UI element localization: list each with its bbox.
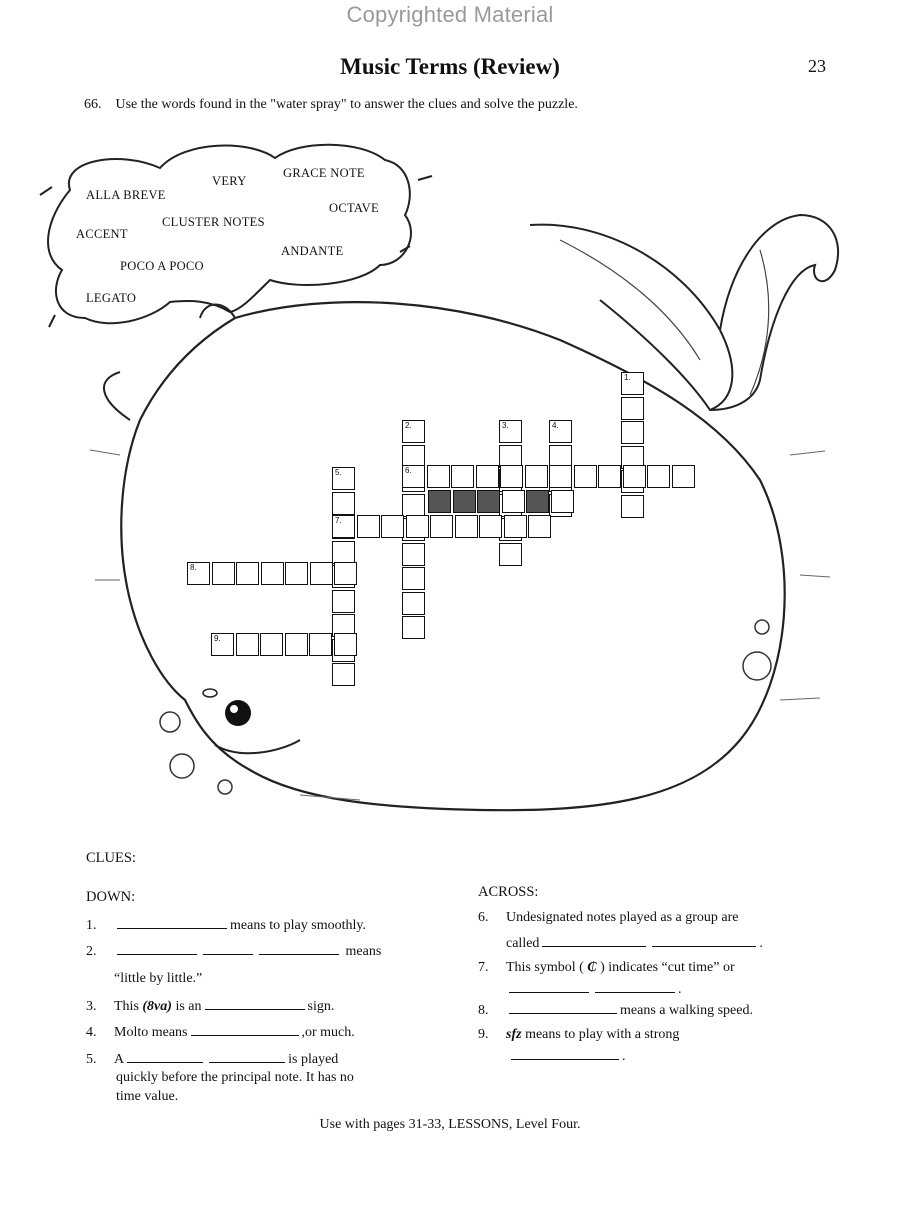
crossword-cell[interactable] [402,567,425,590]
cell-number: 6. [405,466,412,475]
across-heading: ACROSS: [478,884,539,900]
crossword-cell[interactable] [357,515,380,538]
spray-word-andante: ANDANTE [281,244,344,258]
cell-number: 4. [552,421,559,430]
down-clue-5-cont: quickly before the principal note. It has no [116,1070,354,1085]
clue-text: . [678,982,682,997]
clue-number: 6. [478,910,489,925]
cell-number: 2. [405,421,412,430]
clue-number: 8. [478,1003,489,1018]
copyright-watermark: Copyrighted Material [346,2,554,27]
whale-mouth [215,740,300,753]
crossword-cell[interactable] [332,590,355,613]
clue-text: is played [288,1052,339,1067]
down-clue-2 [86,942,381,961]
crossword-cell[interactable] [334,633,357,656]
clue-number: 9. [478,1027,489,1042]
crossword-cell[interactable] [551,490,574,513]
clue-text: means a walking speed. [620,1003,753,1018]
instruction-number: 66. [84,97,102,112]
crossword-cell[interactable] [621,397,644,420]
clue-text: means to play with a strong [525,1027,680,1042]
clue-text: A [114,1052,125,1067]
crossword-cell[interactable] [430,515,453,538]
crossword-cell[interactable] [402,543,425,566]
crossword-cell[interactable] [332,467,355,490]
down-clue-2-cont: “little by little.” [114,971,203,986]
crossword-cell[interactable] [621,421,644,444]
clue-text: means [345,944,382,959]
down-clue-4 [86,1023,355,1042]
down-clue-1 [86,916,366,935]
clue-text: called [506,936,540,951]
down-heading: DOWN: [86,889,136,905]
instruction-text: Use the words found in the "water spray" to answer the clues and solve the puzzle. [115,97,578,112]
clue-number: 3. [86,999,97,1014]
crossword-cell[interactable] [504,515,527,538]
page-number: 23 [808,56,826,76]
whale-eye [225,700,251,726]
clue-text: sign. [307,999,335,1014]
clue-text: . [622,1049,626,1064]
crossword-cell[interactable] [402,420,425,443]
crossword-cell[interactable] [332,515,355,538]
crossword-cell[interactable] [476,465,499,488]
crossword-cell[interactable] [236,633,259,656]
crossword-cell[interactable] [621,495,644,518]
clue-text: ,or much. [301,1025,355,1040]
crossword-cell[interactable] [455,515,478,538]
crossword-cell[interactable] [451,465,474,488]
crossword-cell[interactable] [285,562,308,585]
crossword-cell[interactable] [598,465,621,488]
clue-number: 7. [478,960,489,975]
spray-word-very: VERY [212,174,247,188]
crossword-cell[interactable] [332,541,355,564]
crossword-cell[interactable] [427,465,450,488]
crossword-cell[interactable] [261,562,284,585]
crossword-cell[interactable] [334,562,357,585]
across-clue-9 [478,1026,679,1044]
crossword-cell[interactable] [309,633,332,656]
crossword-cell[interactable] [499,420,522,443]
crossword-cell[interactable] [402,494,425,517]
crossword-cell[interactable] [528,515,551,538]
crossword-cell[interactable] [499,543,522,566]
whale-tail [530,215,838,410]
crossword-cell[interactable] [525,465,548,488]
spray-word-accent: ACCENT [76,227,128,241]
down-clue-5 [86,1050,338,1069]
sfz-symbol: sfz [506,1027,522,1042]
clue-text: is an [175,999,202,1014]
clue-text: . [759,936,763,951]
across-clue-6 [478,909,738,927]
clue-text: Molto means [114,1025,188,1040]
spray-word-alla-breve: ALLA BREVE [86,188,166,202]
crossword-cell[interactable] [574,465,597,488]
crossword-cell[interactable] [477,490,500,513]
across-clue-9-cont [508,1047,626,1066]
spray-word-poco-a-poco: POCO A POCO [120,259,204,273]
crossword-cell[interactable] [647,465,670,488]
down-clue-3 [86,997,334,1016]
crossword-cell[interactable] [621,372,644,395]
crossword-cell[interactable] [187,562,210,585]
clue-text: This [114,999,139,1014]
down-clue-5-cont2: time value. [116,1089,179,1104]
crossword-cell[interactable] [236,562,259,585]
cell-number: 9. [214,634,221,643]
page-title: Music Terms (Review) [340,54,560,79]
crossword-cell[interactable] [211,633,234,656]
crossword-cell[interactable] [549,420,572,443]
crossword-cell[interactable] [285,633,308,656]
clue-text: means to play smoothly. [230,918,366,933]
clue-text: Undesignated notes played as a group are [506,910,739,925]
spray-word-grace-note: GRACE NOTE [283,166,365,180]
crossword-cell[interactable] [479,515,502,538]
crossword-cell[interactable] [212,562,235,585]
clue-text: This symbol ( [506,960,584,975]
crossword-cell[interactable] [332,663,355,686]
crossword-cell[interactable] [500,465,523,488]
cell-number: 3. [502,421,509,430]
crossword-cell[interactable] [406,515,429,538]
crossword-cell[interactable] [672,465,695,488]
clues-heading: CLUES: [86,850,136,866]
crossword-cell[interactable] [402,616,425,639]
cell-number: 7. [335,516,342,525]
crossword-cell[interactable] [453,490,476,513]
crossword-cell[interactable] [402,592,425,615]
spray-word-cluster-notes: CLUSTER NOTES [162,215,265,229]
across-clue-6-cont [506,934,763,953]
crossword-cell[interactable] [260,633,283,656]
crossword-cell[interactable] [381,515,404,538]
crossword-cell[interactable] [402,465,425,488]
clue-number: 4. [86,1025,97,1040]
crossword-cell[interactable] [623,465,646,488]
spray-word-legato: LEGATO [86,291,137,305]
clue-text: ) indicates “cut time” or [600,960,735,975]
clue-number: 1. [86,918,97,933]
crossword-cell[interactable] [332,492,355,515]
footer-note: Use with pages 31-33, LESSONS, Level Four. [319,1117,581,1132]
cut-time-symbol: ₵ [587,960,597,975]
crossword-cell[interactable] [428,490,451,513]
clue-number: 2. [86,944,97,959]
across-clue-8 [478,1001,753,1020]
clue-number: 5. [86,1052,97,1067]
crossword-cell[interactable] [310,562,333,585]
ottava-symbol: (8va) [142,999,172,1014]
across-clue-7-cont [506,980,682,999]
cell-number: 8. [190,563,197,572]
crossword-cell[interactable] [502,490,525,513]
crossword-cell[interactable] [526,490,549,513]
cell-number: 5. [335,468,342,477]
spray-word-octave: OCTAVE [329,201,379,215]
cell-number: 1. [624,373,631,382]
crossword-cell[interactable] [549,465,572,488]
across-clue-7 [478,959,735,977]
